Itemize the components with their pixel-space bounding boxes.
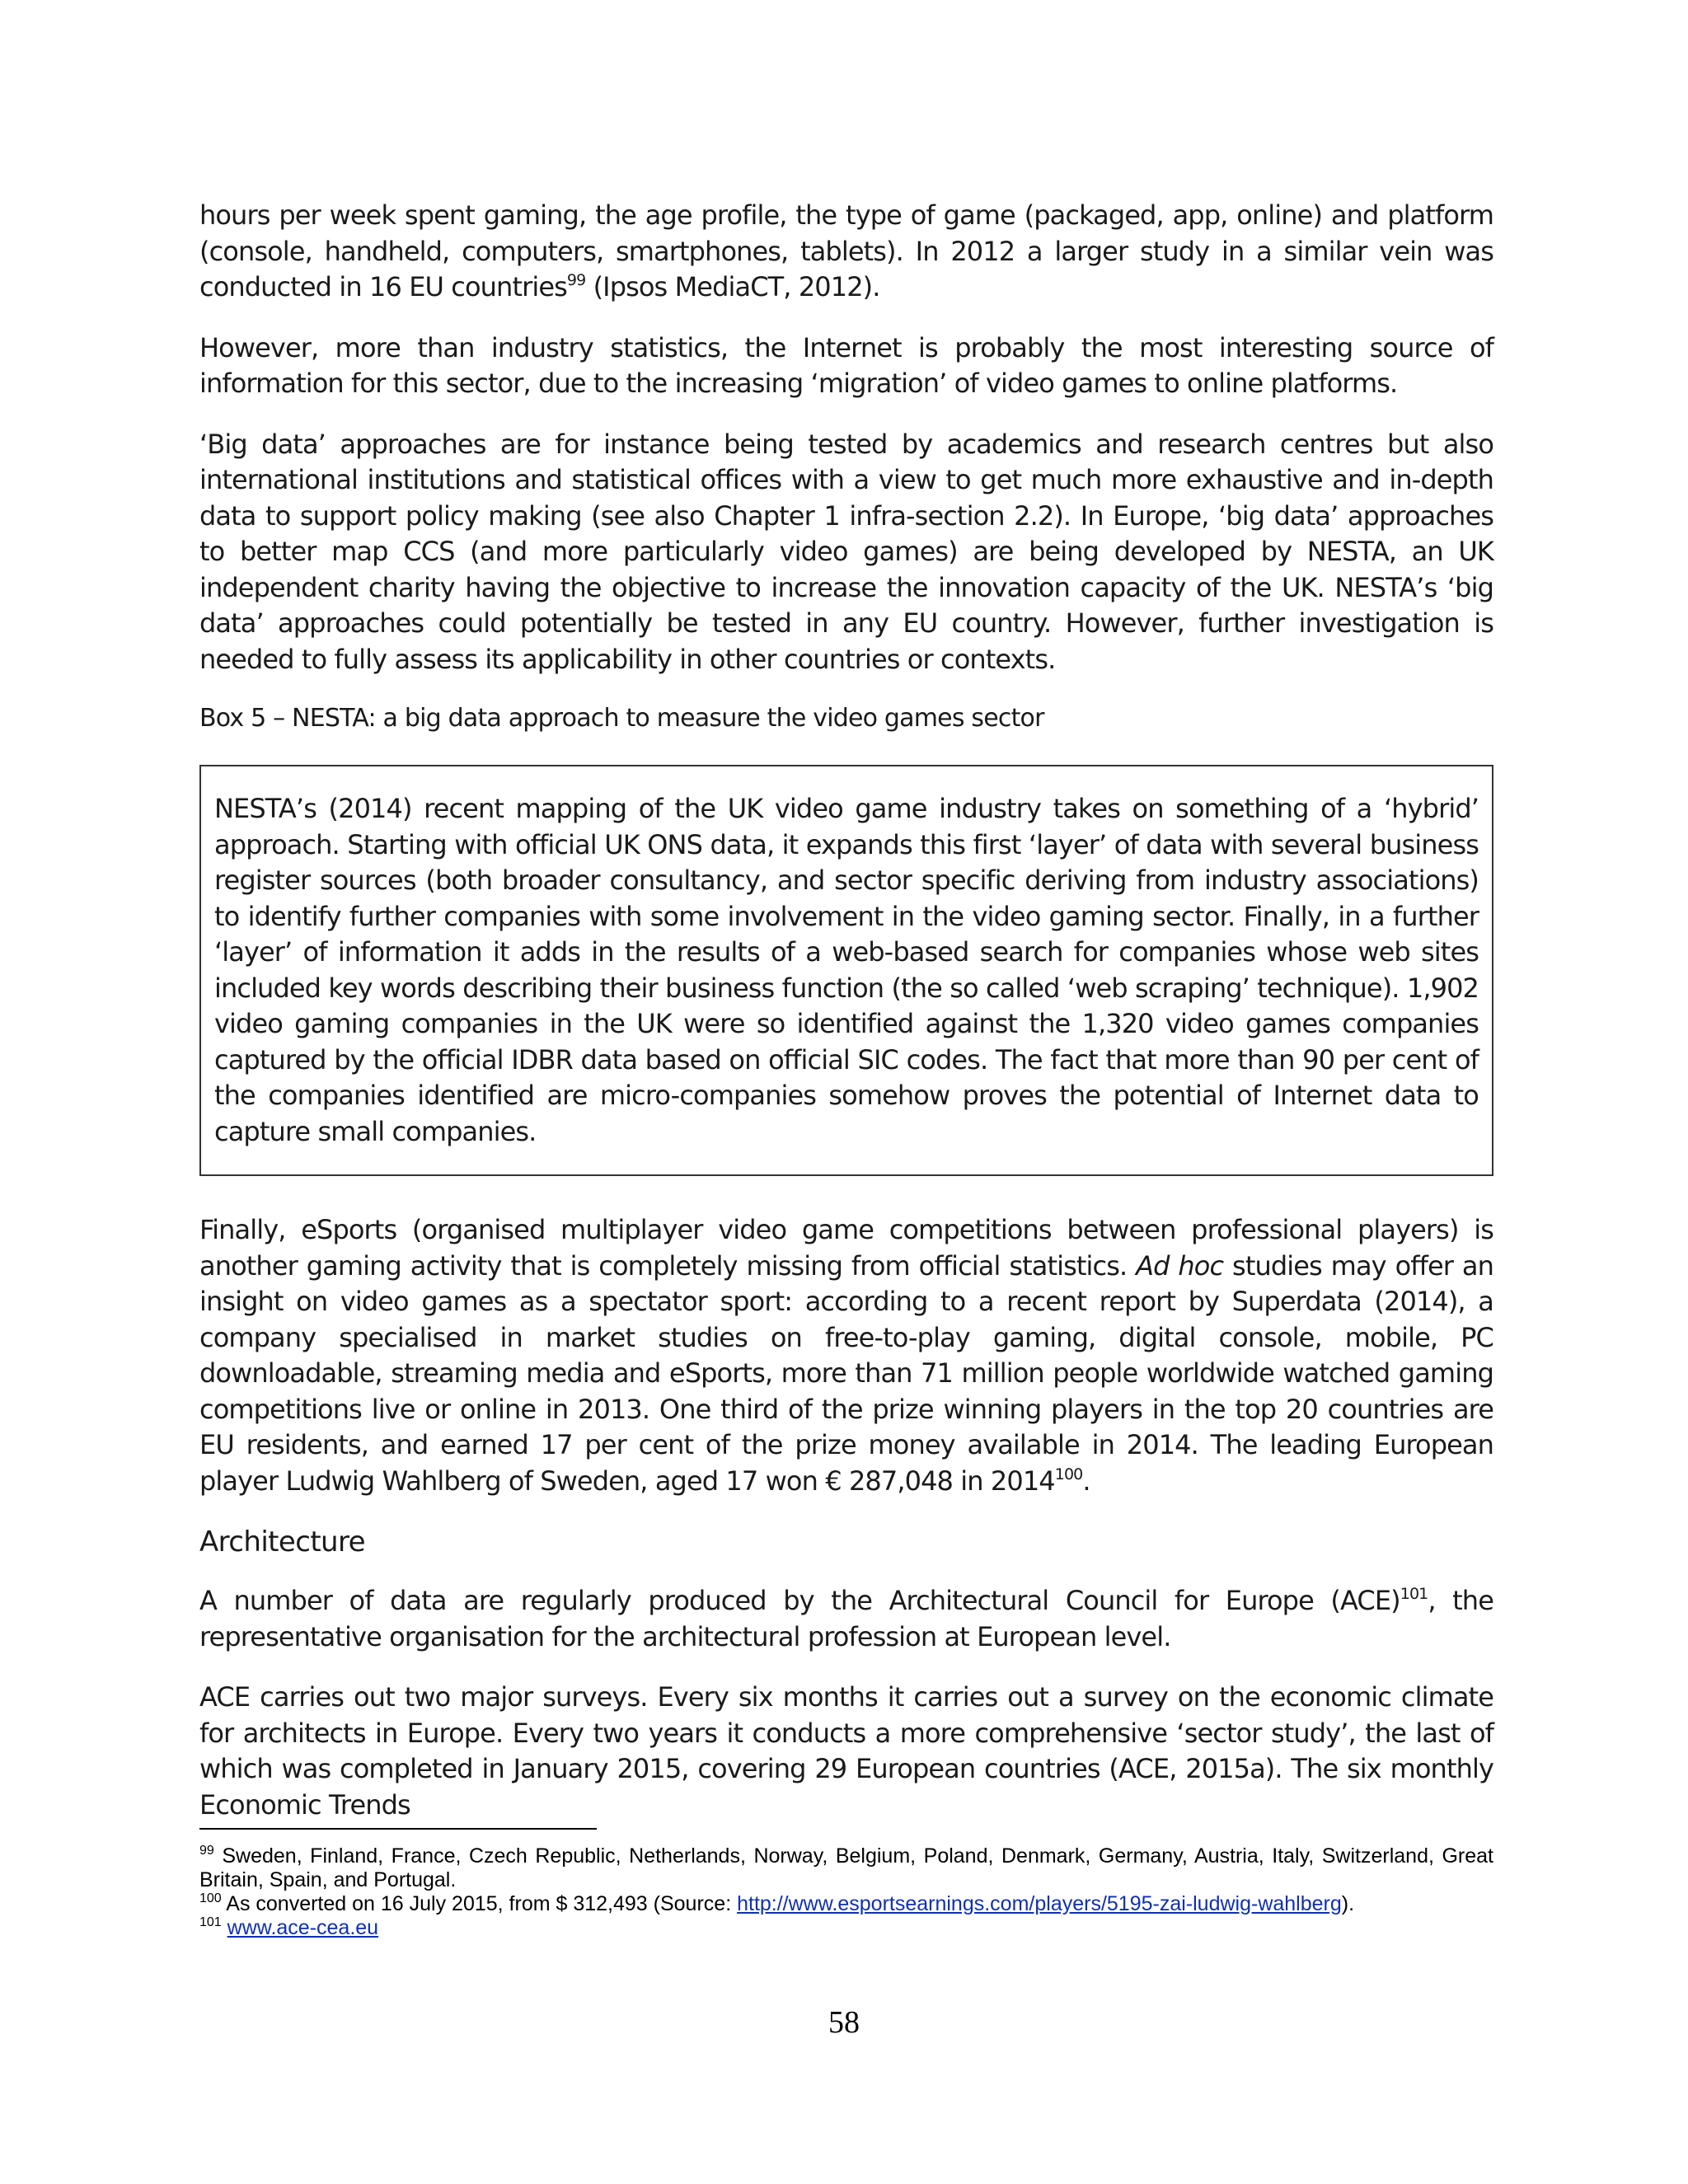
ace-cea-link[interactable]: www.ace-cea.eu [227, 1916, 379, 1939]
paragraph-gaming-profile: hours per week spent gaming, the age profile, the type of game (packaged, app, online) and platform (console, handheld, computers, smartphones, tablets). In 2012 a larger study in a similar vein was conducted in 16 EU countries$^{99}$ (Ipsos MediaCT, 2012). [199, 199, 1493, 302]
footnote-100: $^{100}$ As converted on 16 July 2015, from $ 312,493 (Source: http://www.esportsearnings.com/players/5195-zai-ludwig-wahlberg). [199, 1891, 1355, 1915]
page-number: 58 [828, 2005, 860, 2040]
footnote-ref-99[interactable]: 99 [566, 271, 586, 289]
paragraph-esports: Finally, eSports (organised multiplayer video game competitions between professional players) is another gaming activity that is completely missing from official statistics. Ad hoc studies may offer an insight on video games as a spectator sport: according to a recent report by Superdata (2014), a company specialised in market studies on free-to-play gaming, digital console, mobile, PC downloadable, streaming media and eSports, more than 71 million people worldwide watched gaming competitions live or online in 2013. One third of the prize winning players in the top 20 countries are EU residents, and earned 17 per cent of the prize money available in 2014. The leading European player Ludwig Wahlberg of Sweden, aged 17 won € 287,048 in 2014$^{100}$. [199, 1214, 1493, 1497]
main-content [199, 198, 1493, 1848]
footnote-99: $^{99}$ Sweden, Finland, France, Czech Republic, Netherlands, Norway, Belgium, Poland, Denmark, Germany, Austria, Italy, Switzerland, Great Britain, Spain, and Portugal. [199, 1844, 1493, 1891]
footnote-101: $^{101}$ www.ace-cea.eu [199, 1915, 379, 1939]
box-title: Box 5 – NESTA: a big data approach to measure the video games sector [199, 704, 1044, 733]
paragraph-big-data: ‘Big data’ approaches are for instance being tested by academics and research centres but also international institutions and statistical offices with a view to get much more exhaustive and in-depth data to support policy making (see also Chapter 1 infra-section 2.2). In Europe, ‘big data’ approaches to better map CCS (and more particularly video games) are being developed by NESTA, an UK independent charity having the objective to increase the innovation capacity of the UK. NESTA’s ‘big data’ approaches could potentially be tested in any EU country. However, further investigation is needed to fully assess its applicability in other countries or contexts. [199, 428, 1493, 675]
footnote-ref-100[interactable]: 100 [1054, 1465, 1083, 1483]
nesta-box [199, 765, 1493, 1176]
footnote-ref-101[interactable]: 101 [1400, 1585, 1428, 1603]
paragraph-internet-source: However, more than industry statistics, the Internet is probably the most interesting source of information for this sector, due to the increasing ‘migration’ of video games to online platforms. [199, 331, 1493, 399]
footnote-divider [199, 1828, 597, 1830]
footnotes [199, 1828, 1493, 1940]
section-heading-architecture: Architecture [199, 1526, 365, 1558]
box-text: NESTA’s (2014) recent mapping of the UK video game industry takes on something of a ‘hybrid’ approach. Starting with official UK ONS data, it expands this first ‘layer’ of data with several business register sources (both broader consultancy, and sector specific deriving from industry associations) to identify further companies with some involvement in the video gaming sector. Finally, in a further ‘layer’ of information it adds in the results of a web-based search for companies whose web sites included key words describing their business function (the so called ‘web scraping’ technique). 1,902 video gaming companies in the UK were so identified against the 1,320 video games companies captured by the official IDBR data based on official SIC codes. The fact that more than 90 per cent of the companies identified are micro-companies somehow proves the potential of Internet data to capture small companies. [214, 793, 1479, 1147]
esportsearnings-link[interactable]: http://www.esportsearnings.com/players/5195-zai-ludwig-wahlberg [737, 1892, 1342, 1915]
paragraph-ace-surveys: ACE carries out two major surveys. Every six months it carries out a survey on the economic climate for architects in Europe. Every two years it conducts a more comprehensive ‘sector study’, the last of which was completed in January 2015, covering 29 European countries (ACE, 2015a). The six monthly Economic Trends [199, 1681, 1493, 1821]
paragraph-ace-intro: A number of data are regularly produced by the Architectural Council for Europe (ACE)$^{101}$, the representative organisation for the architectural profession at European level. [199, 1585, 1493, 1652]
